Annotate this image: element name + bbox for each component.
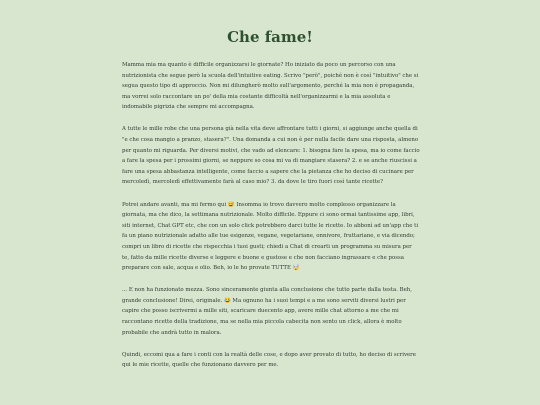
article-body xyxy=(122,60,420,382)
paragraph: Mamma mia ma quanto è difficile organizzarsi le giornate? Ho iniziato da poco un percorso con una nutrizionista che segue però la scuola dell'intuitive eating. Scrivo "però", poiché non è così "intuitivo" che si segua questo tipo di approccio. Non mi dilungherò molto sull'argomento, perché la mia non è propaganda, ma vorrei solo raccontare un po' della mia costante difficoltà nell'organizzarmi e la mia assoluta e indomabile pigrizia che sempre mi accompagna. xyxy=(122,62,419,111)
page-title: Che fame! xyxy=(227,28,313,46)
paragraph: Potrei andare avanti, ma mi fermo qui 😅 Insomma io trovo davvero molto complesso organizzare la giornata, ma che dico, la settimana nutrizionale. Molto difficile. Eppure ci sono ormai tantissime app, libri, siti internet, Chat GPT etc, che con un solo click potrebbero darci tutte le ricette. Io abbonì ad un'app che ti fa un piano nutrizionale adatto alle tue esigenze, vegane, vegetariane, onnivore, fruttariane, e via dicendo; compri un libro di ricette che rispecchia i tuoi gusti; chiedi a Chat di crearti un programma su misura per te, fatto da mille ricette diverse e leggere e buone e gustose e che non facciano ingrassare e che possa preparare con sale, acqua e olio. Beh, io le ho provate TUTTE 🤯 xyxy=(122,201,419,272)
paragraph: Quindi, eccomi qua a fare i conti con la realtà delle cose, e dopo aver provato di tutto, ho deciso di scrivere qui le mie ricette, quelle che funzionano davvero per me. xyxy=(122,351,416,369)
paragraph: A tutte le mille robe che una persona già nella vita deve affrontare tutti i giorni, si aggiunge anche quella di "e che cosa mangio a pranzo, stasera?". Una domanda a cui non è per nulla facile dare una risposta, almeno per quanto mi riguarda. Per diversi motivi, che vado ad elencare: 1. bisogna fare la spesa, ma io come faccio a fare la spesa per i prossimi giorni, se neppure so cosa mi va di mangiare stasera? 2. e se anche riuscissi a fare una spesa abbastanza intelligente, come faccio a sapere che la pietanza che ho deciso di cucinare per mercoledì, mercoledì effettivamente farà al caso mio? 3. da dove le tiro fuori così tante ricette? xyxy=(122,126,420,186)
paragraph: ... E non ha funzionato mezza. Sono sinceramente giunta alla conclusione che tutto parte dalla testa. Beh, grande conclusione! Direi, originale. 😂 Ma ognuno ha i suoi tempi e a me sono serviti diversi lustri per capire che posso iscrivermi a mille siti, scaricare duecento app, avere mille chat attorno a me che mi raccontano ricette della tradizione, ma se nella mia piccola cabecita non sento un click, allora è molto probabile che andrà tutto in malora. xyxy=(122,287,412,336)
